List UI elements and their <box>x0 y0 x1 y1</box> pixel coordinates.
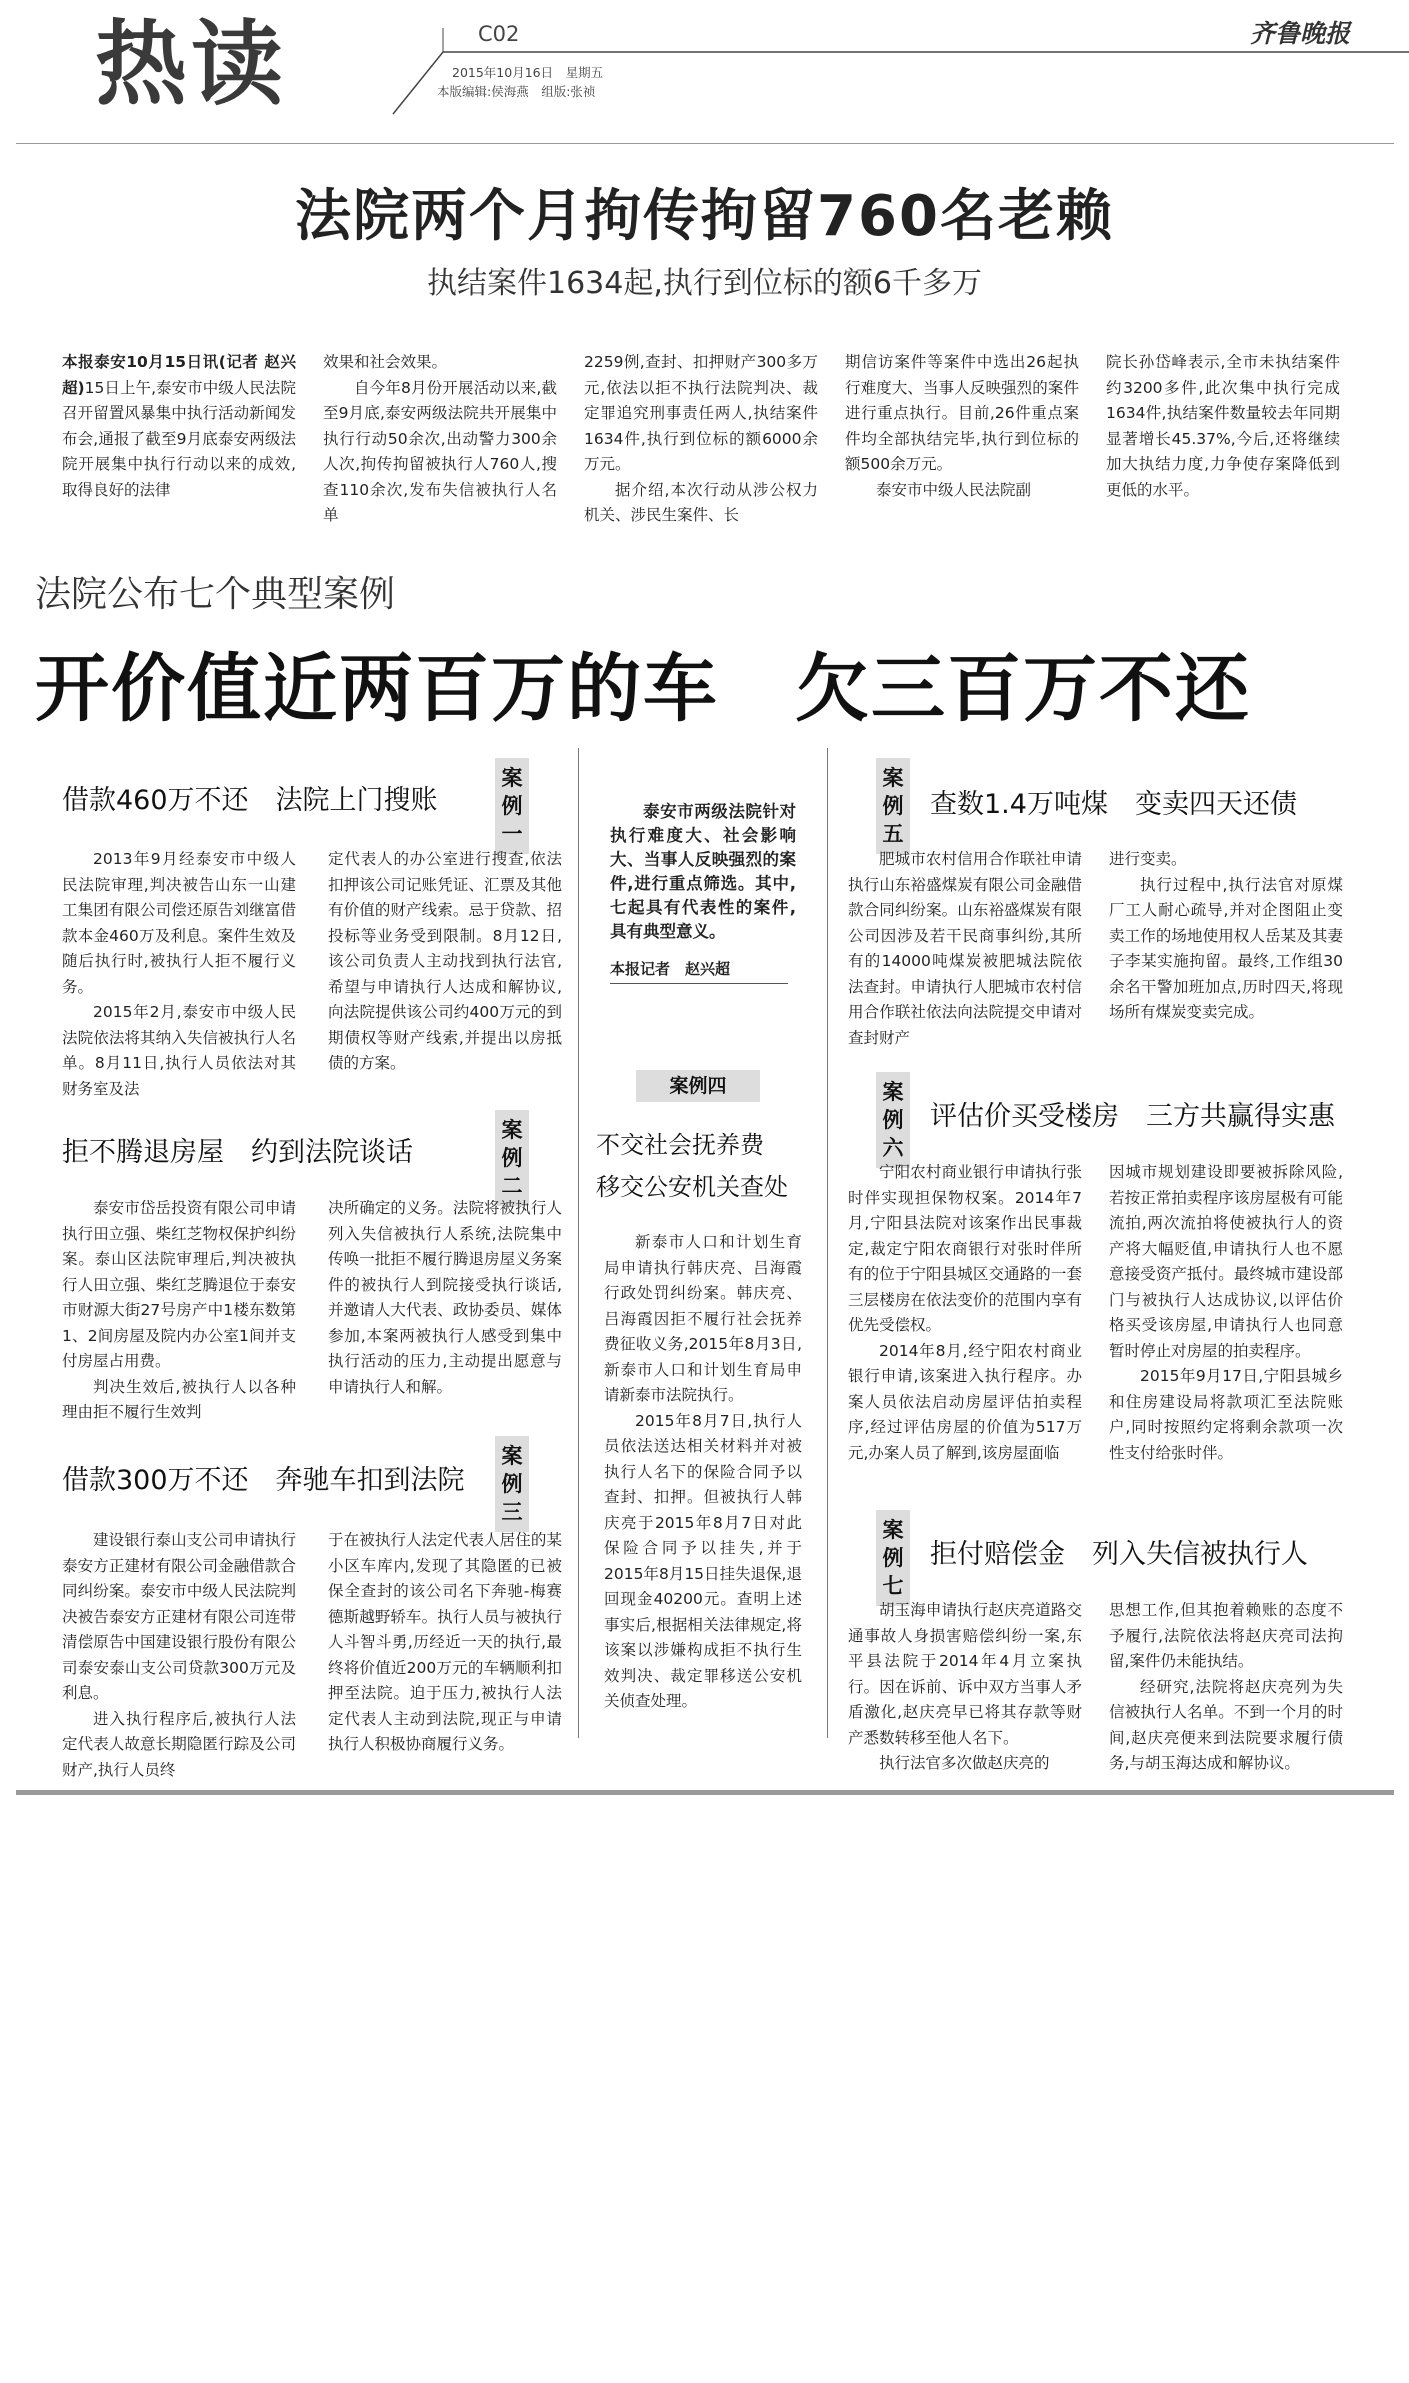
lead-byline: 本报泰安10月15日讯(记者 赵兴超) <box>62 353 296 397</box>
case4-tag: 案例四 <box>636 1070 760 1102</box>
case4-title: 不交社会抚养费 移交公安机关查处 <box>596 1131 788 1201</box>
feature-kicker: 法院公布七个典型案例 <box>35 574 396 615</box>
case3-title: 借款300万不还 奔驰车扣到法院 <box>62 1465 465 1496</box>
intro-byline: 本报记者 赵兴超 <box>610 960 731 978</box>
case2-left: 泰安市岱岳投资有限公司申请执行田立强、柴红芝物权保护纠纷案。泰山区法院审理后,判决被执行人田立强、柴红芝腾退位于泰安市财源大街27号房产中1楼东数第1、2间房屋及院内办公室1间并支付房屋占用费。 判决生效后,被执行人以各种理由拒不履行生效判 <box>62 1199 296 1421</box>
lead-col-1: 本报泰安10月15日讯(记者 赵兴超)15日上午,泰安市中级人民法院召开留置风暴集中执行活动新闻发布会,通报了截至9月底泰安两级法院开展集中执行行动以来的成效,取得良好的法律 <box>62 353 296 499</box>
case6-title: 评估价买受楼房 三方共赢得实惠 <box>930 1101 1335 1132</box>
case7-left: 胡玉海申请执行赵庆亮道路交通事故人身损害赔偿纠纷一案,东平县法院于2014年4月立案执行。因在诉前、诉中双方当事人矛盾激化,赵庆亮早已将其存款等财产悉数转移至他人名下。 执行法官多次做赵庆亮的 <box>848 1601 1082 1772</box>
case6-left: 宁阳农村商业银行申请执行张时伴实现担保物权案。2014年7月,宁阳县法院对该案作出民事裁定,裁定宁阳农商银行对张时伴所有的位于宁阳县城区交通路的一套三层楼房在依法变价的范围内享有优先受偿权。 2014年8月,经宁阳农村商业银行申请,该案进入执行程序。办案人员依法启动房屋评估拍卖程序,经过评估房屋的价值为517万元,办案人员了解到,该房屋面临 <box>848 1163 1082 1462</box>
divider-right <box>827 748 828 1738</box>
case7-right: 思想工作,但其抱着赖账的态度不予履行,法院依法将赵庆亮司法拘留,案件仍未能执结。 经研究,法院将赵庆亮列为失信被执行人名单。不到一个月的时间,赵庆亮便来到法院要求履行债务,与胡玉海达成和解协议。 <box>1109 1601 1343 1772</box>
lead-col-3: 2259例,查封、扣押财产300多万元,依法以拒不执行法院判决、裁定罪追究刑事责任两人,执结案件1634件,执行到位标的额6000余万元。 据介绍,本次行动从涉公权力机关、涉民生案件、长 <box>584 353 818 524</box>
masthead <box>0 0 1409 150</box>
case5-tag: 案例五 <box>876 758 910 854</box>
date-line: 2015年10月16日 星期五 <box>452 65 604 80</box>
case1-title: 借款460万不还 法院上门搜账 <box>62 785 438 816</box>
page-code: C02 <box>478 22 520 46</box>
case2-title: 拒不腾退房屋 约到法院谈话 <box>62 1137 413 1168</box>
case1-right: 定代表人的办公室进行搜查,依法扣押该公司记账凭证、汇票及其他有价值的财产线索。忌于贷款、招投标等业务受到限制。8月12日,该公司负责人主动找到执行法官,希望与申请执行人达成和解协议,向法院提供该公司约400万元的到期债权等财产线索,并提出以房抵债的方案。 <box>328 850 562 1072</box>
lead-col-2: 效果和社会效果。 自今年8月份开展活动以来,截至9月底,泰安两级法院共开展集中执行行动50余次,出动警力300余人次,拘传拘留被执行人760人,搜查110余次,发布失信被执行人名单 <box>323 353 557 524</box>
case3-right: 于在被执行人法定代表人居住的某小区车库内,发现了其隐匿的已被保全查封的该公司名下奔驰-梅赛德斯越野轿车。执行人员与被执行人斗智斗勇,历经近一天的执行,最终将价值近200万元的车辆顺利扣押至法院。迫于压力,被执行人法定代表人主动到法院,现正与申请执行人积极协商履行义务。 <box>328 1531 562 1753</box>
case4-body: 新泰市人口和计划生育局申请执行韩庆亮、吕海霞行政处罚纠纷案。韩庆亮、吕海霞因拒不履行社会抚养费征收义务,2015年8月3日,新泰市人口和计划生育局申请新泰市法院执行。 2015年8月7日,执行人员依法送达相关材料并对被执行人名下的保险合同予以查封、扣押。但被执行人韩庆亮于2015年8月7日对此保险合同予以挂失,并于2015年8月15日挂失退保,退回现金40200元。查明上述事实后,根据相关法律规定,将该案以涉嫌构成拒不执行生效判决、裁定罪移送公安机关侦查处理。 <box>604 1233 802 1710</box>
case1-tag: 案例一 <box>495 758 529 854</box>
case5-title: 查数1.4万吨煤 变卖四天还债 <box>930 789 1297 820</box>
intro-box <box>610 800 796 984</box>
case2-tag: 案例二 <box>495 1110 529 1206</box>
paper-logo: 齐鲁晚报 <box>1250 19 1351 48</box>
case5-left: 肥城市农村信用合作联社申请执行山东裕盛煤炭有限公司金融借款合同纠纷案。山东裕盛煤炭有限公司因涉及若干民商事纠纷,其所有的14000吨煤炭被肥城法院依法查封。申请执行人肥城市农村信用合作联社依法向法院提交申请对查封财产 <box>848 850 1082 1047</box>
lead-col-5: 院长孙岱峰表示,全市未执结案件约3200多件,此次集中执行完成1634件,执结案件数量较去年同期显著增长45.37%,今后,还将继续加大执结力度,力争使存案降低到更低的水平。 <box>1106 353 1340 499</box>
intro-rule <box>610 983 788 984</box>
feature-headline: 开价值近两百万的车 欠三百万不还 <box>35 646 1251 732</box>
case6-tag: 案例六 <box>876 1072 910 1168</box>
case2-right: 决所确定的义务。法院将被执行人列入失信被执行人系统,法院集中传唤一批拒不履行腾退房屋义务案件的被执行人到院接受执行谈话,并邀请人大代表、政协委员、媒体参加,本案两被执行人感受到集中执行活动的压力,主动提出愿意与申请执行人和解。 <box>328 1199 562 1396</box>
top-rule <box>16 143 1394 144</box>
bottom-rule <box>16 1790 1394 1795</box>
lead-headline: 法院两个月拘传拘留760名老赖 <box>295 184 1114 249</box>
section-title: 热读 <box>95 11 288 118</box>
intro-text: 泰安市两级法院针对执行难度大、社会影响大、当事人反映强烈的案件,进行重点筛选。其中,七起具有代表性的案件,具有典型意义。 <box>610 802 796 941</box>
case6-right: 因城市规划建设即要被拆除风险,若按正常拍卖程序该房屋极有可能流拍,两次流拍将使被执行人的资产将大幅贬值,申请执行人也不愿意接受资产抵付。最终城市建设部门与被执行人达成协议,以评估价格买受该房屋,申请执行人也同意暂时停止对房屋的拍卖程序。 2015年9月17日,宁阳县城乡和住房建设局将款项汇至法院账户,同时按照约定将剩余款项一次性支付给张时伴。 <box>1109 1163 1343 1462</box>
case3-tag: 案例三 <box>495 1436 529 1532</box>
case5-right: 进行变卖。 执行过程中,执行法官对原煤厂工人耐心疏导,并对企图阻止变卖工作的场地使用权人岳某及其妻子李某实施拘留。最终,工作组30余名干警加班加点,历时四天,将现场所有煤炭变卖完成。 <box>1109 850 1343 1021</box>
lead-col-4: 期信访案件等案件中选出26起执行难度大、当事人反映强烈的案件进行重点执行。目前,26件重点案件均全部执结完毕,执行到位标的额500余万元。 泰安市中级人民法院副 <box>845 353 1079 499</box>
case1-left: 2013年9月经泰安市中级人民法院审理,判决被告山东一山建工集团有限公司偿还原告刘继富借款本金460万及利息。案件生效及随后执行时,被执行人拒不履行义务。 2015年2月,泰安市中级人民法院依法将其纳入失信被执行人名单。8月11日,执行人员依法对其财务室及法 <box>62 850 296 1098</box>
divider-left <box>578 748 579 1738</box>
case7-title: 拒付赔偿金 列入失信被执行人 <box>930 1539 1308 1570</box>
case3-left: 建设银行泰山支公司申请执行泰安方正建材有限公司金融借款合同纠纷案。泰安市中级人民法院判决被告泰安方正建材有限公司连带清偿原告中国建设银行股份有限公司泰安泰山支公司贷款300万元及利息。 进入执行程序后,被执行人法定代表人故意长期隐匿行踪及公司财产,执行人员终 <box>62 1531 296 1779</box>
lead-subhead: 执结案件1634起,执行到位标的额6千多万 <box>427 266 982 301</box>
editors-line: 本版编辑:侯海燕 组版:张祯 <box>437 84 596 99</box>
case7-tag: 案例七 <box>876 1510 910 1606</box>
